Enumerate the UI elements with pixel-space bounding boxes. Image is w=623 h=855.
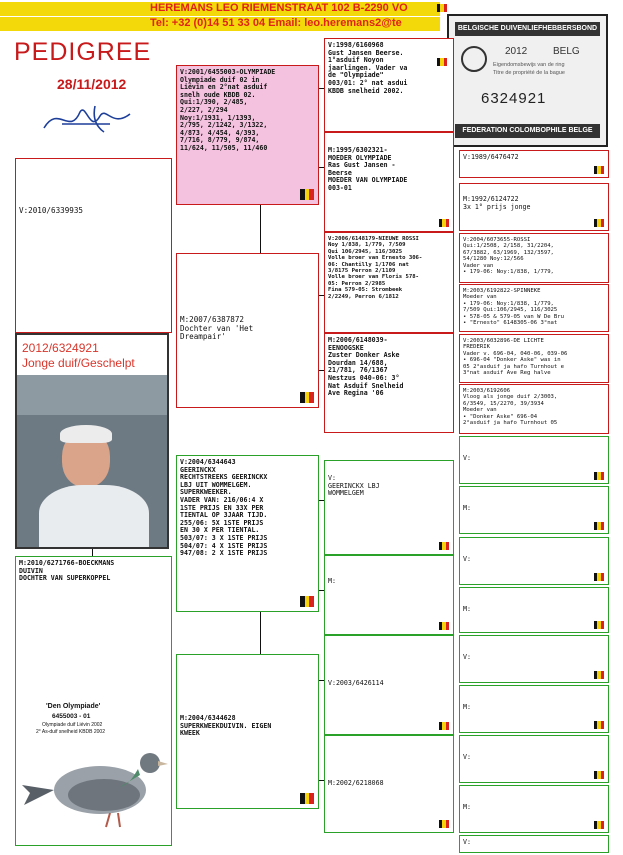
dam-sire-box [176, 455, 319, 612]
belgian-flag-icon [439, 622, 449, 630]
gen3-text-h: M:2002/6218068 [328, 779, 384, 787]
gen4-box-10 [459, 587, 609, 633]
gen4-text-2: M:1992/6124722 3x 1° prijs jonge [463, 195, 531, 211]
dam-dam-text: M:2004/6344628 SUPERKWEEKDUIVIN. EIGEN KWEEK [180, 714, 272, 738]
gen4-box-6 [459, 384, 609, 434]
belgian-flag-icon [439, 820, 449, 828]
photo-description: Jonge duif/Geschelpt [22, 356, 135, 370]
gen4-box-15 [459, 835, 609, 853]
gen4-text-13: V: [463, 753, 471, 761]
stamp-bottom-band: FEDERATION COLOMBOPHILE BELGE [455, 124, 600, 138]
gen4-box-2 [459, 183, 609, 231]
belgian-flag-icon [594, 573, 604, 581]
belgian-flag-icon [594, 472, 604, 480]
sire-sire-box [176, 65, 319, 205]
gen4-text-4: M:2003/6192822-SPINNEKE Moeder van • 179-06: Noy:1/838, 1/779, 7/509 Qui:106/2945, 116/3025 • 578-05 & 579-05 van W De Bru • "Ernesto" 6148305-06 3°nat [463, 288, 565, 327]
gen4-text-1: V:1989/6476472 [463, 153, 519, 161]
gen4-text-11: V: [463, 653, 471, 661]
gen4-text-9: V: [463, 555, 471, 563]
gen3-text-g: V:2003/6426114 [328, 679, 384, 687]
belgian-flag-icon [439, 219, 449, 227]
pigeon-ring: 6455003 - 01 [52, 713, 91, 720]
dam-box [15, 556, 172, 846]
gen4-text-3: V:2004/6073655-ROSSI Qui:1/2508, 2/158, 31/2204, 67/3882, 63/1969, 132/3597, 54/1280 Noy:12/566 Vader van • 179-06: Noy:1/838, 1/779, [463, 237, 554, 276]
belgian-flag-icon [594, 219, 604, 227]
subject-ring: V:2010/6339935 [19, 206, 84, 215]
header-address: HEREMANS LEO RIEMENSTRAAT 102 B-2290 VO [150, 2, 408, 14]
connector [92, 549, 93, 556]
person-shirt [39, 485, 149, 549]
connector [260, 612, 261, 654]
stamp-year: 2012 [505, 46, 528, 57]
signature-icon [40, 98, 140, 140]
gen3-box-b [324, 132, 454, 232]
gen3-box-a [324, 38, 454, 132]
gen3-box-d [324, 333, 454, 433]
gen3-box-f [324, 555, 454, 635]
stamp-top-band: BELGISCHE DUIVENLIEFHEBBERSBOND [455, 22, 600, 36]
gen4-box-5 [459, 334, 609, 383]
gen4-box-7 [459, 436, 609, 484]
belgian-flag-icon [594, 166, 604, 174]
header-contact: Tel: +32 (0)14 51 33 04 Email: leo.heremans2@te [150, 17, 402, 29]
gen4-text-15: V: [463, 838, 471, 846]
gen4-box-13 [459, 735, 609, 783]
belgian-flag-icon [594, 671, 604, 679]
gen4-box-1 [459, 150, 609, 178]
gen3-box-e [324, 460, 454, 555]
gen4-text-12: M: [463, 703, 471, 711]
breeder-photo [15, 333, 169, 549]
gen3-text-d: M:2006/6148039- EENOOGSKE Zuster Donker Aske Dourdan 14/688, 21/781, 76/1367 Nestzus 040-06: 3° Nat Asduif Snelheid Ave Regina '06 [328, 336, 404, 398]
dam-sire-text: V:2004/6344643 GEERINCKX RECHTSTREEKS GEERINCKX LBJ UIT WOMMELGEM. SUPERKWEEKER. VADER VAN: 216/06:4 X 1STE PRIJS EN 33X PER TIENTAL OP 3JAAR TIJD. 255/06: 5X 1STE PRIJS EN 30 X PER TIENTAL. 503/07: 3 X 1STE PRIJS 504/07: 4 X 1STE PRIJS 947/08: 2 X 1STE PRIJS [180, 458, 268, 558]
gen4-box-4 [459, 284, 609, 332]
gen4-box-3 [459, 233, 609, 283]
gen4-text-10: M: [463, 605, 471, 613]
page-date: 28/11/2012 [57, 76, 127, 92]
gen3-text-f: M: [328, 577, 336, 585]
dam-dam-box [176, 654, 319, 809]
gen4-box-12 [459, 685, 609, 733]
gen4-box-8 [459, 486, 609, 534]
page-title: PEDIGREE [14, 38, 152, 66]
belgian-flag-icon [300, 596, 314, 607]
pigeon-icon [20, 735, 168, 835]
stamp-country: BELG [553, 46, 580, 57]
gen4-box-14 [459, 785, 609, 833]
gen4-box-9 [459, 537, 609, 585]
belgian-flag-icon [437, 4, 447, 12]
belgian-flag-icon [437, 58, 447, 66]
belgian-flag-icon [594, 522, 604, 530]
gen4-text-8: M: [463, 504, 471, 512]
stamp-text-fr: Titre de propriété de la bague [493, 70, 565, 76]
stamp-emblem-icon [461, 46, 487, 72]
sire-dam-text: M:2007/6387872 Dochter van 'Het Dreampair' [180, 315, 254, 342]
subject-box [15, 158, 172, 333]
pigeon-name: 'Den Olympiade' [46, 703, 101, 710]
stamp-number: 6324921 [481, 90, 547, 107]
gen4-text-6: M:2003/6192606 Vloog als jonge duif 2/3003, 6/3549, 15/2270, 39/3934 Moeder van • "Donker Aske" 696-04 2°asduif ja hafo Turnhout 05 [463, 388, 558, 427]
belgian-flag-icon [594, 621, 604, 629]
gen4-box-11 [459, 635, 609, 683]
belgian-flag-icon [594, 771, 604, 779]
gen3-text-e: V: GEERINCKX LBJ WOMMELGEM [328, 474, 380, 498]
connector [260, 205, 261, 253]
stamp-text-nl: Eigendomsbewijs van de ring [493, 62, 565, 68]
gen3-box-g [324, 635, 454, 735]
belgian-flag-icon [300, 189, 314, 200]
gen3-text-b: M:1995/6302321- MOEDER OLYMPIADE Ras Gust Jansen - Beerse MOEDER VAN OLYMPIADE 003-01 [328, 146, 408, 192]
belgian-flag-icon [439, 722, 449, 730]
gen4-text-14: M: [463, 803, 471, 811]
dam-text: M:2010/6271766-BOECKMANS DUIVIN DOCHTER VAN SUPERKOPPEL [19, 559, 115, 583]
gen3-box-h [324, 735, 454, 833]
gen4-text-7: V: [463, 454, 471, 462]
belgian-flag-icon [300, 793, 314, 804]
person-hair [60, 425, 112, 443]
ownership-stamp [447, 14, 608, 147]
gen3-box-c [324, 232, 454, 333]
sire-dam-box [176, 253, 319, 408]
gen3-text-c: V:2006/6148179-NIEUWE ROSSI Noy 1/838, 1/779, 7/509 Qui 106/2945, 116/3025 Volle broer van Ernesto 306- 06: Chantilly 1/1706 nat 3/8175 Perron 2/1109 Volle broer van Floris 578- 05: Perron 2/2985 Fina 579-05: Strombeek 2/2249, Perron 6/1812 [328, 236, 423, 300]
pigeon-caption-2: 2° As-duif snelheid KBDB 2002 [36, 729, 105, 735]
belgian-flag-icon [300, 392, 314, 403]
belgian-flag-icon [594, 821, 604, 829]
belgian-flag-icon [594, 721, 604, 729]
sire-sire-text: V:2001/6455003-OLYMPIADE Olympiade duif 02 in Liévin en 2°nat asduif snelh oude KBDB 02. Qui:1/390, 2/485, 2/227, 2/294 Noy:1/1931, 1/1393, 2/795, 2/1242, 3/1322, 4/873, 4/454, 4/393, 7/716, 8/779, 9/874, 11/624, 11/505, 11/460 [180, 68, 276, 152]
pigeon-caption-1: Olympiade duif Liévin 2002 [42, 722, 103, 728]
gen3-text-a: V:1998/6160968 Gust Jansen Beerse. 1°asduif Noyon jaarlingen. Vader va de "Olympiade" 003/01: 2° nat asdui KBDB snelheid 2002. [328, 41, 408, 95]
photo-ring: 2012/6324921 [22, 341, 99, 355]
belgian-flag-icon [439, 542, 449, 550]
gen4-text-5: V:2003/6032896-DE LICHTE FREDERIK Vader v. 696-04, 040-06, 039-06 • 696-04 "Donker Aske" was in 05 2°asduif ja hafo Turnhout e 3°nat asduif Ave Reg halve [463, 338, 568, 377]
